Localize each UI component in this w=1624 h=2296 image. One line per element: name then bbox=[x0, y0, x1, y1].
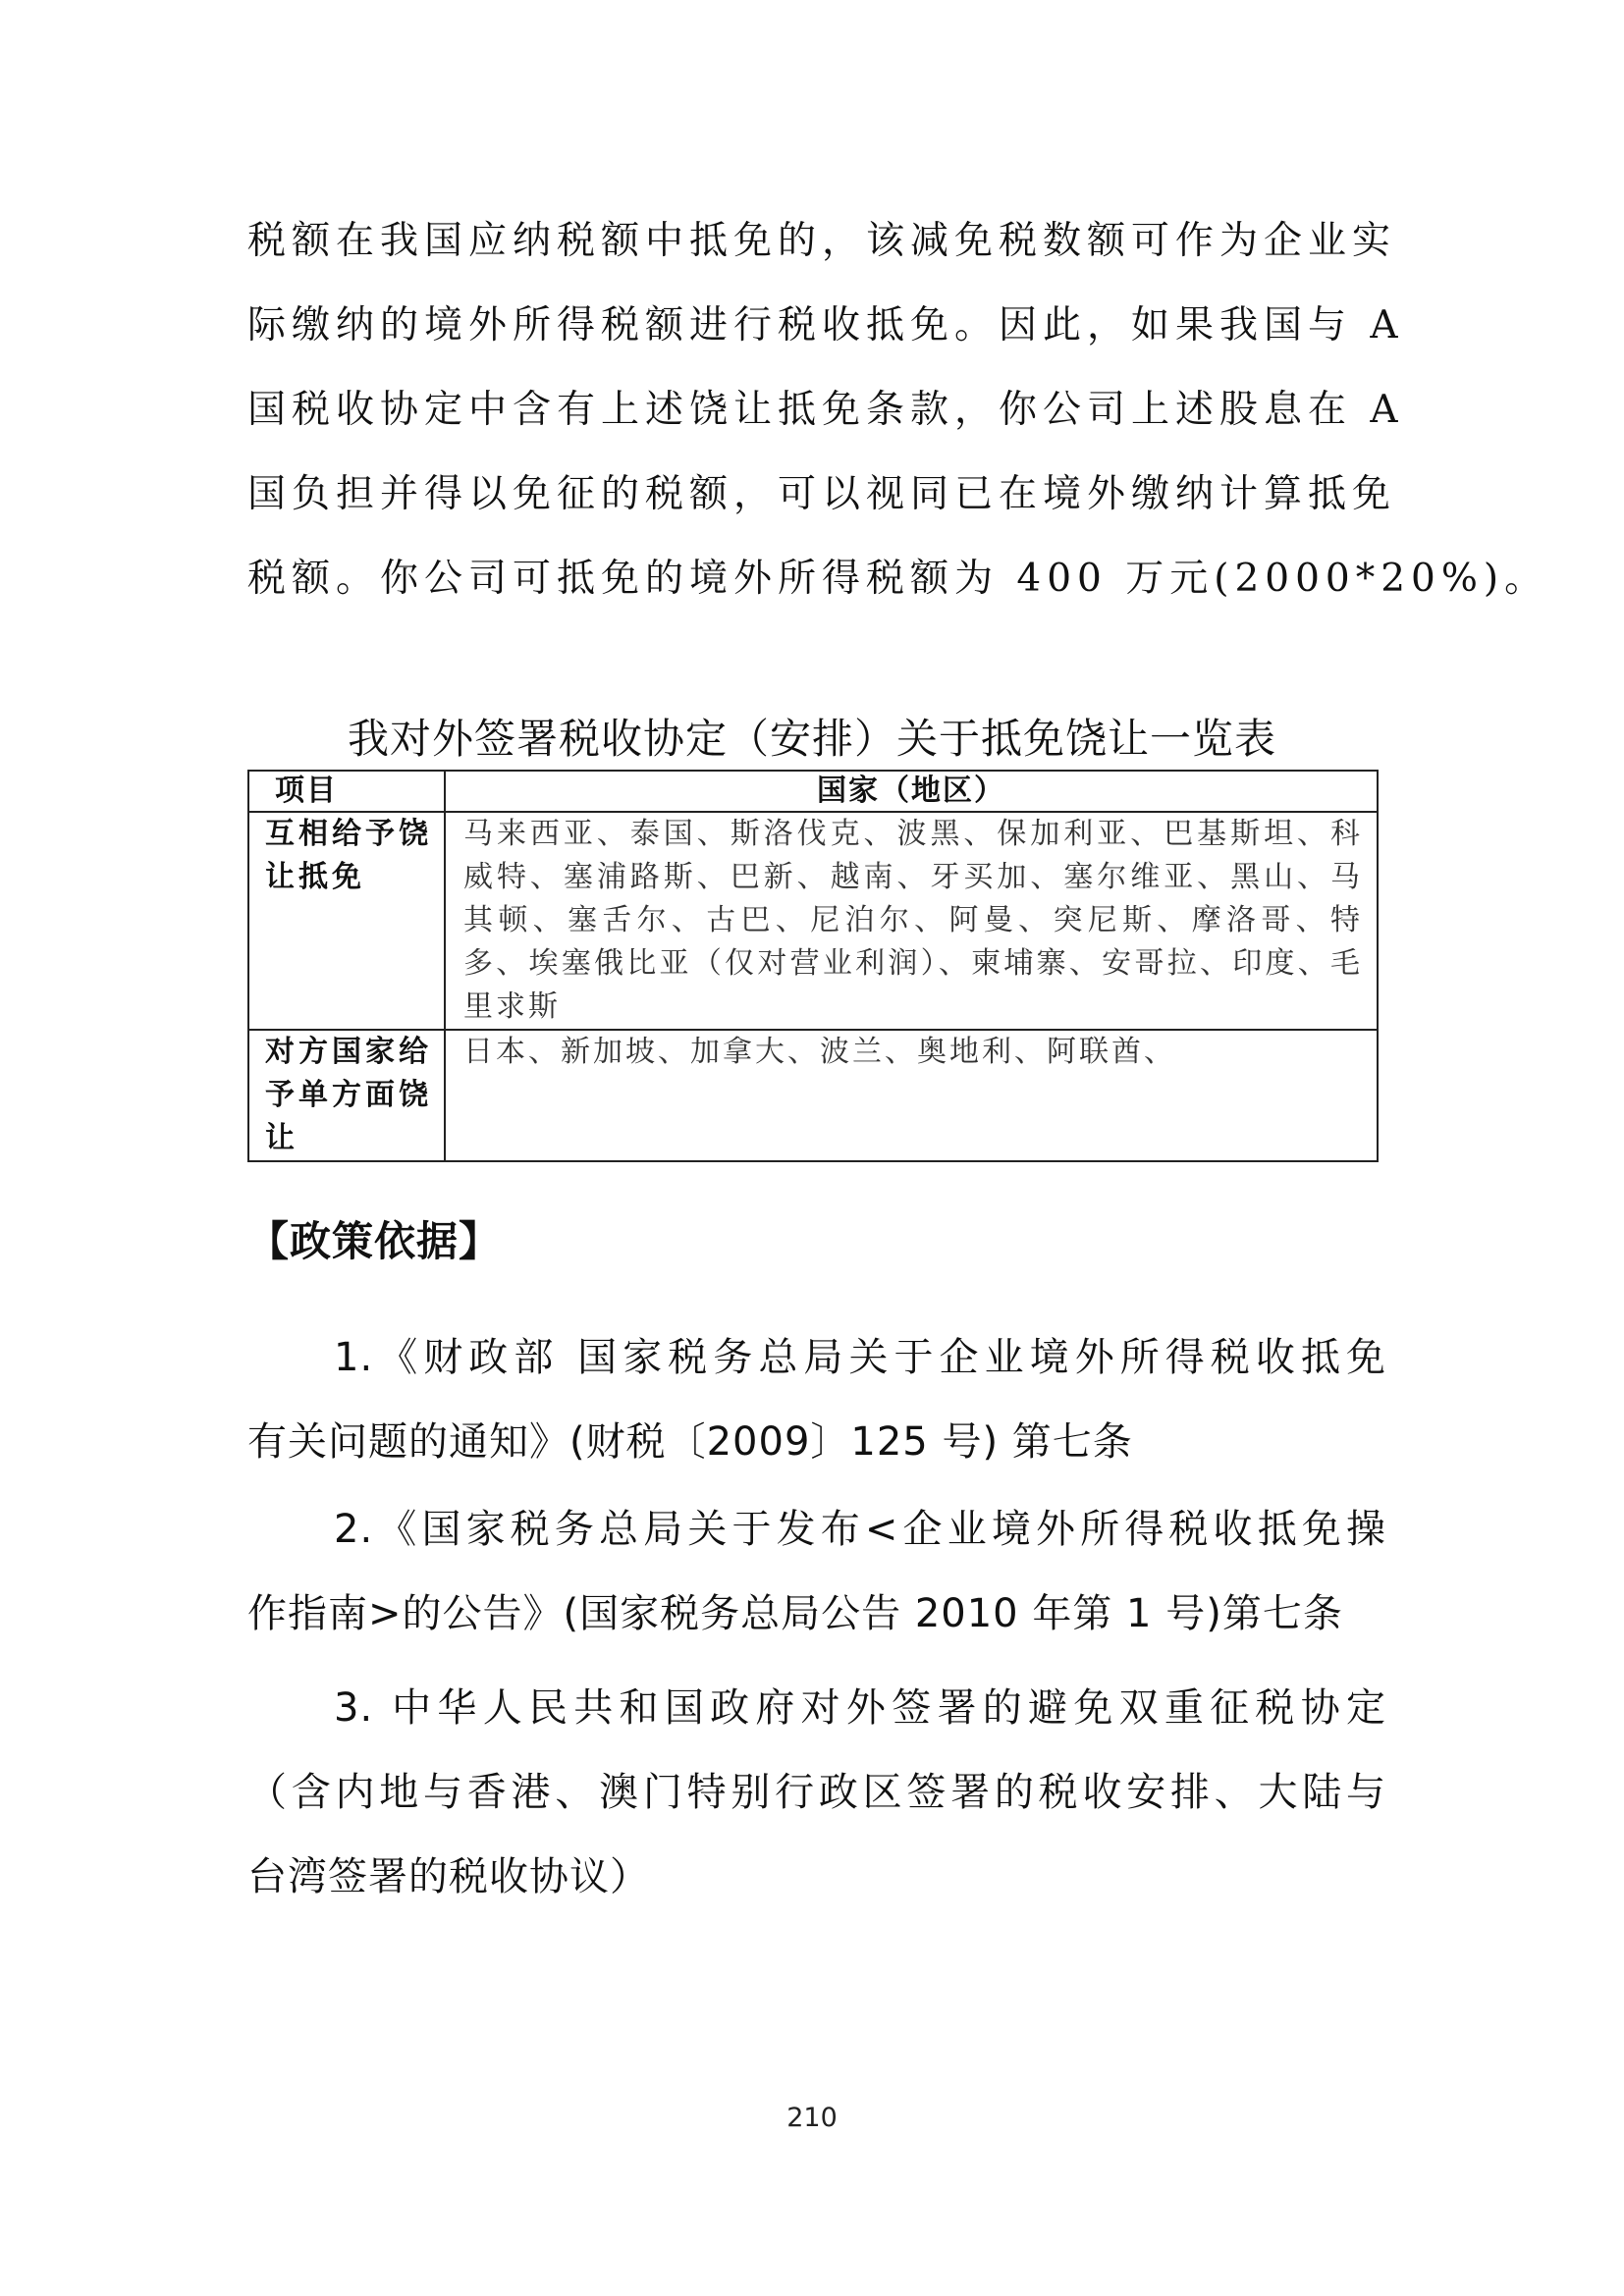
row-item-label: 互相给予饶让抵免 bbox=[248, 812, 445, 1030]
header-item: 项目 bbox=[248, 771, 445, 812]
table-row bbox=[248, 1030, 1378, 1161]
policy-basis-item-3 bbox=[247, 1666, 1386, 1919]
basis-line: 台湾签署的税收协议） bbox=[247, 1854, 650, 1899]
intro-paragraph bbox=[247, 199, 1549, 621]
paragraph-line: 国税收协定中含有上述饶让抵免条款，你公司上述股息在 A bbox=[247, 388, 1404, 432]
basis-line: 3. 中华人民共和国政府对外签署的避免双重征税协定 bbox=[334, 1685, 1386, 1731]
row-countries: 日本、新加坡、加拿大、波兰、奥地利、阿联酋、 bbox=[445, 1030, 1378, 1161]
basis-line: （含内地与香港、澳门特别行政区签署的税收安排、大陆与 bbox=[247, 1770, 1386, 1815]
basis-line: 作指南>的公告》(国家税务总局公告 2010 年第 1 号)第七条 bbox=[247, 1591, 1343, 1636]
row-countries: 马来西亚、泰国、斯洛伐克、波黑、保加利亚、巴基斯坦、科威特、塞浦路斯、巴新、越南、牙买加、塞尔维亚、黑山、马其顿、塞舌尔、古巴、尼泊尔、阿曼、突尼斯、摩洛哥、特多、埃塞俄比亚（仅对营业利润）、柬埔寨、安哥拉、印度、毛里求斯 bbox=[445, 812, 1378, 1030]
paragraph-line: 税额。你公司可抵免的境外所得税额为 400 万元(2000*20%)。 bbox=[247, 557, 1549, 601]
basis-line: 2.《国家税务总局关于发布<企业境外所得税收抵免操 bbox=[334, 1507, 1386, 1552]
policy-basis-heading: 【政策依据】 bbox=[247, 1217, 502, 1265]
header-country-region: 国家（地区） bbox=[445, 771, 1378, 812]
policy-basis-item-1 bbox=[247, 1315, 1386, 1484]
policy-basis-item-2 bbox=[247, 1487, 1386, 1656]
table-title: 我对外签署税收协定（安排）关于抵免饶让一览表 bbox=[347, 715, 1276, 763]
page-number: 210 bbox=[786, 2103, 838, 2133]
basis-line: 有关问题的通知》(财税〔2009〕125 号) 第七条 bbox=[247, 1419, 1133, 1465]
paragraph-line: 税额在我国应纳税额中抵免的，该减免税数额可作为企业实 bbox=[247, 219, 1397, 263]
tax-sparing-table bbox=[247, 770, 1379, 1162]
paragraph-line: 国负担并得以免征的税额，可以视同已在境外缴纳计算抵免 bbox=[247, 472, 1397, 516]
row-item-label: 对方国家给予单方面饶让 bbox=[248, 1030, 445, 1161]
basis-line: 1.《财政部 国家税务总局关于企业境外所得税收抵免 bbox=[334, 1335, 1386, 1380]
paragraph-line: 际缴纳的境外所得税额进行税收抵免。因此，如果我国与 A bbox=[247, 303, 1404, 347]
table-row bbox=[248, 812, 1378, 1030]
table-header-row bbox=[248, 771, 1378, 812]
